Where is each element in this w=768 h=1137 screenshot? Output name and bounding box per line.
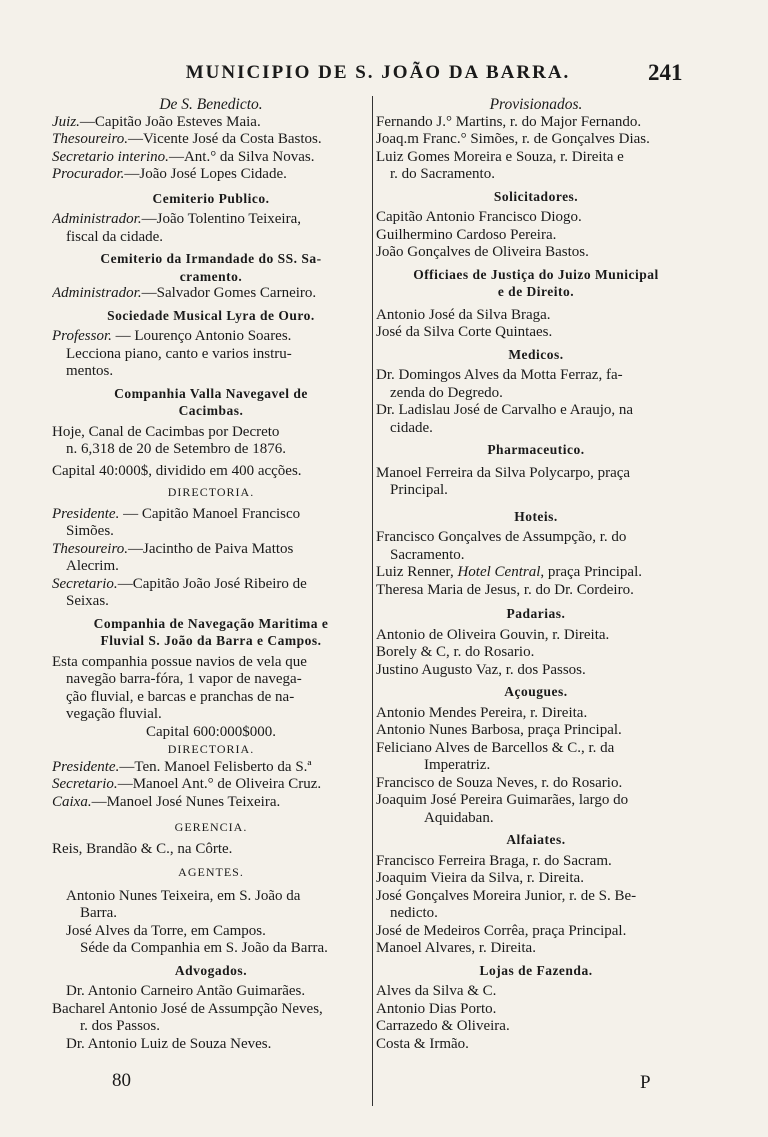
section-heading: Officiaes de Justiça do Juizo Municipal [413,266,659,282]
entry-line: José de Medeiros Corrêa, praça Principal. [376,922,627,939]
entry-line [52,576,370,594]
entry-text: , praça Principal. [540,564,642,580]
entry-line: Costa & Irmão. [376,1035,469,1052]
section-acougues [376,683,696,827]
role-label: Administrador. [52,211,142,227]
column-divider [372,96,373,1106]
section-heading: Medicos. [508,346,564,362]
entry-text: —Manoel Ant.° de Oliveira Cruz. [117,776,322,792]
section-companhia-navegacao [52,615,370,958]
entry-line: ção fluvial, e barcas e pranchas de na- [66,688,295,705]
role-label: Juiz. [52,113,80,130]
entry-line: Principal. [390,482,448,498]
entry-line: Antonio José da Silva Braga. [376,306,551,323]
entry-line [52,759,370,777]
section-heading: Cemiterio da Irmandade do SS. Sa- [100,251,322,266]
entry-line: José Gonçalves Moreira Junior, r. de S. Be- [376,887,637,904]
entry-line: João Gonçalves de Oliveira Bastos. [376,244,589,260]
entry-line: n. 6,318 de 20 de Setembro de 1876. [66,441,286,457]
entry-line: Manoel Ferreira da Silva Polycarpo, praça [376,464,631,481]
subheading: DIRECTORIA. [167,742,255,756]
subheading: DIRECTORIA. [167,485,255,499]
entry-text: —Salvador Gomes Carneiro. [141,285,317,301]
entry-line: fiscal da cidade. [66,228,164,245]
entry-line: Bacharel Antonio José de Assumpção Neves, [52,1000,323,1017]
entry-line: Joaquim Vieira da Silva, r. Direita. [376,870,584,886]
section-heading: Lojas de Fazenda. [479,962,593,978]
entry-line: navegão barra-fóra, 1 vapor de navega- [66,671,302,687]
entry-line: Imperatriz. [424,757,491,773]
section-heading: Companhia Valla Navegavel de [114,385,308,401]
entry-line: Dr. Antonio Luiz de Souza Neves. [66,1035,272,1052]
entry-text: —Jacintho de Paiva Mattos [127,540,294,557]
entry-line: Antonio Nunes Barbosa, praça Principal. [376,722,622,738]
entry-line: Francisco de Souza Neves, r. do Rosario. [376,774,623,791]
entry-text: —Ant.° da Silva Novas. [168,148,315,165]
page-header [0,60,768,90]
section-cemiterio-irmandade [52,250,370,303]
role-label: Secretario interino. [52,148,169,165]
entry-text: —João Tolentino Teixeira, [141,211,302,227]
entry-line: Hoje, Canal de Cacimbas por Decreto [52,423,280,440]
section-heading: Hoteis. [514,508,558,524]
entry-line [52,794,370,812]
section-s-benedicto [52,96,370,184]
role-label: Secretario. [52,776,118,792]
entry-line: Dr. Antonio Carneiro Antão Guimarães. [66,983,306,999]
entry-line: Guilhermino Cardoso Pereira. [376,226,557,243]
entry-line: cidade. [390,419,433,436]
entry-line [52,114,370,132]
section-heading: Açougues. [504,684,568,699]
entry-line: Antonio Mendes Pereira, r. Direita. [376,704,588,721]
role-label: Presidente. [52,758,120,775]
section-hoteis [376,508,696,600]
entry-text: —Vicente José da Costa Bastos. [127,131,322,147]
section-heading: Provisionados. [489,96,583,113]
role-label: Procurador. [52,166,125,182]
entry-line: Sacramento. [390,546,465,563]
entry-line [52,776,370,794]
entry-line: Antonio Nunes Teixeira, em S. João da [66,887,301,904]
section-heading: Alfaiates. [506,832,566,847]
entry-line: Francisco Ferreira Braga, r. do Sacram. [376,852,612,869]
entry-line: Feliciano Alves de Barcellos & C., r. da [376,739,615,756]
entry-line: Antonio de Oliveira Gouvin, r. Direita. [376,626,610,643]
entry-line: Alves da Silva & C. [376,983,497,999]
entry-text: — Capitão Manoel Francisco [119,505,301,522]
entry-line [52,506,370,524]
section-heading: Fluvial S. João da Barra e Campos. [100,633,322,648]
section-pharmaceutico [376,441,696,500]
entry-line: r. dos Passos. [80,1018,161,1034]
role-label: Administrador. [52,285,142,301]
section-heading: De S. Benedicto. [159,96,263,113]
entry-line: Justino Augusto Vaz, r. dos Passos. [376,661,586,678]
entry-line: Manoel Alvares, r. Direita. [376,940,536,956]
entry-line: Lecciona piano, canto e varios instru- [66,345,292,362]
entry-line: mentos. [66,363,114,379]
entry-line: Joaq.m Franc.° Simões, r. de Gonçalves Dias. [376,131,650,147]
entry-line: Carrazedo & Oliveira. [376,1018,510,1034]
role-label: Professor. [52,328,112,344]
entry-line: Theresa Maria de Jesus, r. do Dr. Cordeiro. [376,581,634,598]
entry-line: Dr. Domingos Alves da Motta Ferraz, fa- [376,367,623,383]
entry-line [52,131,370,149]
section-valla-navegavel [52,385,370,611]
footer-signature-letter: P [640,1072,651,1093]
entry-line: Joaquim José Pereira Guimarães, largo do [376,792,629,808]
section-heading: Solicitadores. [493,188,579,204]
entry-line: nedicto. [390,905,438,921]
section-heading: cramento. [179,268,243,284]
section-medicos [376,346,696,438]
section-cemiterio-publico [52,190,370,247]
capital-line: Capital 600:000$000. [146,723,276,740]
section-sociedade-musical [52,307,370,381]
entry-line: Alecrim. [66,558,119,574]
section-advogados [52,962,370,1054]
entry-line [52,541,370,559]
entry-line: José Alves da Torre, em Campos. [66,922,266,939]
entry-line [52,285,370,303]
entry-line: zenda do Degredo. [390,384,503,401]
entry-line [52,328,370,346]
role-label: Secretario. [52,575,118,592]
entry-line: Luiz Gomes Moreira e Souza, r. Direita e [376,148,624,165]
entry-line: vegação fluvial. [66,706,162,722]
section-padarias [376,605,696,679]
entry-line: Séde da Companhia em S. João da Barra. [80,940,328,956]
section-provisionados [376,96,696,184]
entry-line: Esta companhia possue navios de vela que [52,653,307,670]
entry-line [52,166,370,184]
section-heading: Pharmaceutico. [487,442,585,457]
section-heading: Advogados. [174,962,248,978]
entry-line [376,564,696,582]
entry-text: —Ten. Manoel Felisberto da S.ª [119,758,312,775]
entry-line [52,149,370,167]
page-title: MUNICIPIO DE S. JOÃO DA BARRA. [185,62,571,83]
entry-text: — Lourenço Antonio Soares. [111,328,292,344]
entry-line: Seixas. [66,593,109,609]
entry-line: Simões. [66,523,114,539]
section-heading: Companhia de Navegação Maritima e [93,615,329,631]
entry-line: José da Silva Corte Quintaes. [376,324,553,340]
subheading: GERENCIA. [174,820,248,834]
entry-text: Luiz Renner, [376,564,458,580]
entry-line: Reis, Brandão & C., na Côrte. [52,840,233,857]
hotel-name: Hotel Central [457,564,541,580]
entry-line: Antonio Dias Porto. [376,1000,497,1017]
entry-line: Francisco Gonçalves de Assumpção, r. do [376,529,627,545]
section-heading: Sociedade Musical Lyra de Ouro. [107,307,315,323]
section-heading: e de Direito. [497,284,575,299]
entry-text: —Capitão João Esteves Maia. [79,113,261,130]
section-alfaiates [376,831,696,958]
entry-text: —João José Lopes Cidade. [124,166,287,182]
role-label: Thesoureiro. [52,540,128,557]
section-lojas-fazenda [376,962,696,1054]
entry-line: Dr. Ladislau José de Carvalho e Araujo, na [376,402,634,418]
section-heading: Cemiterio Publico. [152,190,270,206]
section-heading: Cacimbas. [178,403,244,418]
entry-line: Borely & C, r. do Rosario. [376,644,535,660]
entry-line: Aquidaban. [424,809,494,826]
page-number: 241 [648,60,683,85]
entry-line [52,211,370,229]
entry-line: Fernando J.° Martins, r. do Major Fernando. [376,113,642,130]
entry-line: Capital 40:000$, dividido em 400 acções. [52,462,302,479]
role-label: Caixa. [52,793,92,810]
entry-text: —Capitão João José Ribeiro de [117,575,307,592]
role-label: Thesoureiro. [52,131,128,147]
right-column [376,96,696,1053]
entry-line: Capitão Antonio Francisco Diogo. [376,209,582,225]
entry-line: r. do Sacramento. [390,166,495,182]
footer-signature-number: 80 [112,1070,131,1091]
section-officiaes-justica [376,266,696,342]
section-solicitadores [376,188,696,262]
role-label: Presidente. [52,505,120,522]
entry-line: Barra. [80,905,118,921]
subheading: AGENTES. [178,865,244,879]
section-heading: Padarias. [506,606,566,621]
entry-text: —Manoel José Nunes Teixeira. [91,793,281,810]
left-column [52,96,370,1053]
